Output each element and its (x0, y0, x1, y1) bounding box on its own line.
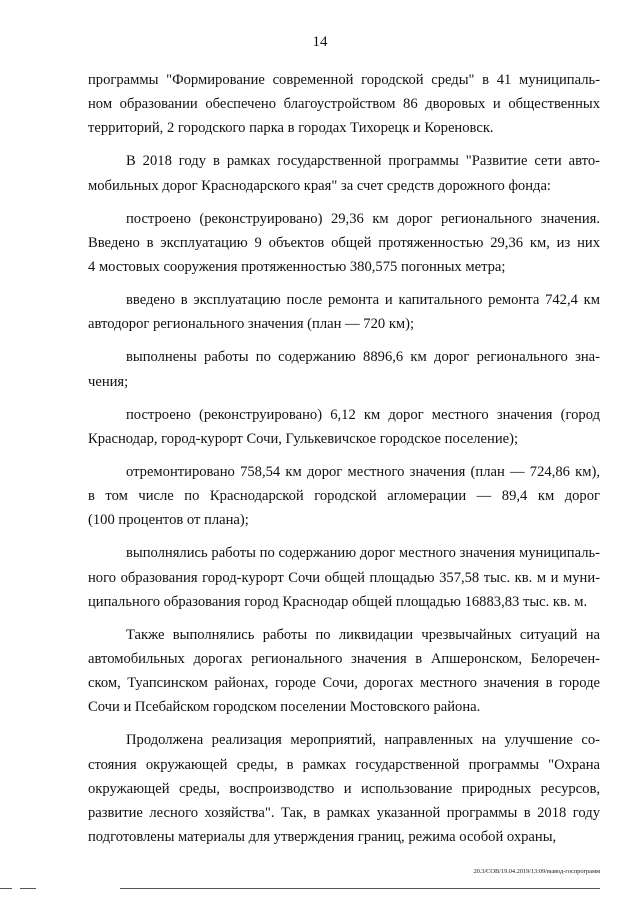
page-number: 14 (312, 34, 328, 50)
text-line: ном образовании обеспечено благоустройством 86 дворовых и общественных (88, 96, 600, 113)
text-line: автодорог регионального значения (план — 720 км); (88, 316, 415, 333)
paragraph (88, 68, 600, 140)
text-line: программы "Формирование современной городской среды" в 41 муниципаль- (88, 72, 600, 88)
text-line: (100 процентов от плана); (88, 512, 249, 529)
paragraph (88, 541, 600, 613)
footer-document-code: 20.3/СОВ/19.04.2019/13:09/вывод-госпрограмм (473, 868, 600, 875)
text-line: Введено в эксплуатацию 9 объектов общей протяженностью 29,36 км, из них (88, 234, 600, 251)
paragraph (88, 288, 600, 336)
text-line: Сочи и Псебайском городском поселении Мостовского района. (88, 699, 481, 716)
text-line: автомобильных дорогах регионального значения в Апшеронском, Белоречен- (88, 650, 600, 667)
text-line: Также выполнялись работы по ликвидации чрезвычайных ситуаций на (126, 626, 600, 643)
text-line: чения; (88, 373, 129, 390)
text-line: построено (реконструировано) 29,36 км дорог регионального значения. (126, 210, 600, 227)
text-line: В 2018 году в рамках государственной программы "Развитие сети авто- (126, 153, 600, 170)
text-line: окружающей среды, воспроизводство и использование природных ресурсов, (88, 780, 600, 797)
text-line: выполнены работы по содержанию 8896,6 км дорог регионального зна- (126, 349, 600, 366)
text-line: Краснодар, город-курорт Сочи, Гулькевичское городское поселение); (88, 430, 519, 447)
text-line: территорий, 2 городского парка в городах Тихорецк и Кореновск. (88, 120, 494, 137)
text-line: построено (реконструировано) 6,12 км дорог местного значения (город (126, 406, 600, 423)
text-line: мобильных дорог Краснодарского края" за счет средств дорожного фонда: (88, 177, 551, 194)
paragraph (88, 403, 600, 451)
text-line: в том числе по Краснодарской городской агломерации — 89,4 км дорог (88, 488, 600, 505)
text-line: подготовлены материалы для утверждения границ, режима особой охраны, (88, 828, 557, 845)
paragraph (88, 623, 600, 720)
text-line: отремонтировано 758,54 км дорог местного значения (план — 724,86 км), (126, 463, 600, 480)
text-line: стояния окружающей среды, в рамках государственной программы "Охрана (88, 756, 600, 773)
text-line: ного образования город-курорт Сочи общей площадью 357,58 тыс. кв. м и муни- (88, 569, 600, 586)
paragraph (88, 728, 600, 849)
paragraph (88, 149, 600, 197)
text-line: ципального образования город Краснодар общей площадью 16883,83 тыс. кв. м. (88, 593, 588, 610)
text-line: развитие лесного хозяйства". Так, в рамках указанной программы в 2018 году (88, 804, 600, 821)
text-line: Продолжена реализация мероприятий, направленных на улучшение со- (126, 732, 600, 749)
text-line: введено в эксплуатацию после ремонта и капитального ремонта 742,4 км (126, 292, 600, 309)
text-line: 4 мостовых сооружения протяженностью 380,575 погонных метра; (88, 258, 506, 275)
footer-dashed-rule (0, 885, 640, 893)
paragraph (88, 460, 600, 532)
text-line: выполнялись работы по содержанию дорог местного значения муниципаль- (126, 545, 600, 562)
paragraph (88, 207, 600, 279)
document-body (88, 68, 600, 849)
paragraph (88, 345, 600, 393)
text-line: ском, Туапсинском районах, городе Сочи, дорогах местного значения в городе (88, 675, 600, 692)
